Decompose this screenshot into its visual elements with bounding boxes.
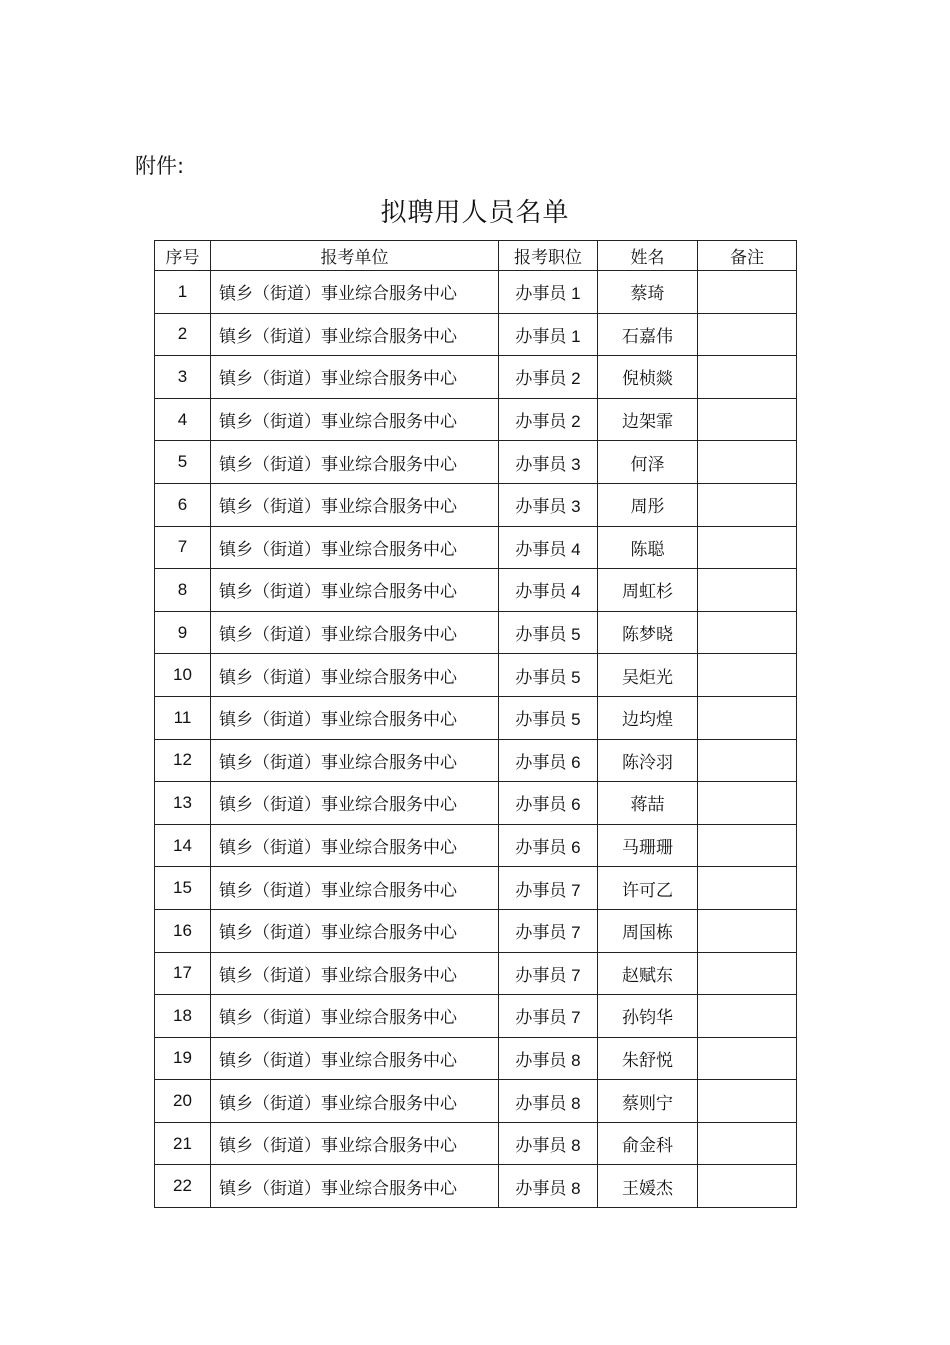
cell-position: 办事员 5: [499, 654, 598, 697]
roster-body: [155, 271, 797, 1208]
cell-note: [698, 824, 797, 867]
cell-note: [698, 696, 797, 739]
header-unit: 报考单位: [211, 241, 499, 271]
table-row: [155, 526, 797, 569]
cell-unit: 镇乡（街道）事业综合服务中心: [211, 611, 499, 654]
cell-seq: 12: [155, 739, 211, 782]
header-note: 备注: [698, 241, 797, 271]
table-row: [155, 739, 797, 782]
cell-unit: 镇乡（街道）事业综合服务中心: [211, 569, 499, 612]
cell-note: [698, 441, 797, 484]
cell-name: 孙钧华: [598, 995, 698, 1038]
cell-seq: 16: [155, 909, 211, 952]
cell-unit: 镇乡（街道）事业综合服务中心: [211, 398, 499, 441]
cell-name: 朱舒悦: [598, 1037, 698, 1080]
cell-unit: 镇乡（街道）事业综合服务中心: [211, 909, 499, 952]
cell-note: [698, 782, 797, 825]
cell-position: 办事员 7: [499, 909, 598, 952]
table-row: [155, 909, 797, 952]
cell-name: 倪桢燚: [598, 356, 698, 399]
table-row: [155, 483, 797, 526]
cell-seq: 19: [155, 1037, 211, 1080]
cell-position: 办事员 5: [499, 696, 598, 739]
cell-name: 边架霏: [598, 398, 698, 441]
cell-name: 周国栋: [598, 909, 698, 952]
cell-position: 办事员 6: [499, 739, 598, 782]
header-seq: 序号: [155, 241, 211, 271]
cell-note: [698, 1122, 797, 1165]
cell-seq: 3: [155, 356, 211, 399]
cell-note: [698, 356, 797, 399]
cell-name: 吴炬光: [598, 654, 698, 697]
table-row: [155, 1080, 797, 1123]
cell-position: 办事员 2: [499, 356, 598, 399]
cell-position: 办事员 8: [499, 1165, 598, 1208]
table-row: [155, 867, 797, 910]
cell-name: 周虹杉: [598, 569, 698, 612]
cell-seq: 5: [155, 441, 211, 484]
cell-seq: 6: [155, 483, 211, 526]
cell-seq: 11: [155, 696, 211, 739]
header-row: [155, 241, 797, 271]
cell-seq: 8: [155, 569, 211, 612]
cell-seq: 9: [155, 611, 211, 654]
cell-unit: 镇乡（街道）事业综合服务中心: [211, 483, 499, 526]
cell-name: 周彤: [598, 483, 698, 526]
cell-name: 许可乙: [598, 867, 698, 910]
cell-unit: 镇乡（街道）事业综合服务中心: [211, 782, 499, 825]
cell-position: 办事员 6: [499, 824, 598, 867]
cell-note: [698, 1165, 797, 1208]
cell-unit: 镇乡（街道）事业综合服务中心: [211, 739, 499, 782]
header-name: 姓名: [598, 241, 698, 271]
cell-position: 办事员 7: [499, 995, 598, 1038]
cell-seq: 4: [155, 398, 211, 441]
cell-position: 办事员 3: [499, 441, 598, 484]
cell-seq: 20: [155, 1080, 211, 1123]
table-row: [155, 441, 797, 484]
table-row: [155, 654, 797, 697]
cell-position: 办事员 7: [499, 952, 598, 995]
table-row: [155, 995, 797, 1038]
table-row: [155, 271, 797, 314]
roster-table: [154, 240, 797, 1208]
cell-note: [698, 526, 797, 569]
cell-position: 办事员 1: [499, 313, 598, 356]
cell-note: [698, 313, 797, 356]
cell-unit: 镇乡（街道）事业综合服务中心: [211, 952, 499, 995]
cell-position: 办事员 2: [499, 398, 598, 441]
cell-name: 蒋喆: [598, 782, 698, 825]
table-row: [155, 952, 797, 995]
cell-unit: 镇乡（街道）事业综合服务中心: [211, 526, 499, 569]
cell-note: [698, 483, 797, 526]
cell-unit: 镇乡（街道）事业综合服务中心: [211, 271, 499, 314]
cell-name: 陈聪: [598, 526, 698, 569]
table-row: [155, 569, 797, 612]
cell-note: [698, 654, 797, 697]
cell-seq: 2: [155, 313, 211, 356]
cell-unit: 镇乡（街道）事业综合服务中心: [211, 1165, 499, 1208]
cell-note: [698, 611, 797, 654]
table-row: [155, 824, 797, 867]
cell-note: [698, 995, 797, 1038]
cell-position: 办事员 8: [499, 1080, 598, 1123]
cell-name: 何泽: [598, 441, 698, 484]
cell-seq: 14: [155, 824, 211, 867]
cell-seq: 13: [155, 782, 211, 825]
cell-note: [698, 1037, 797, 1080]
document-title: 拟聘用人员名单: [380, 198, 570, 228]
cell-unit: 镇乡（街道）事业综合服务中心: [211, 867, 499, 910]
cell-unit: 镇乡（街道）事业综合服务中心: [211, 1080, 499, 1123]
cell-seq: 18: [155, 995, 211, 1038]
cell-name: 石嘉伟: [598, 313, 698, 356]
cell-note: [698, 867, 797, 910]
table-row: [155, 398, 797, 441]
cell-unit: 镇乡（街道）事业综合服务中心: [211, 824, 499, 867]
cell-unit: 镇乡（街道）事业综合服务中心: [211, 313, 499, 356]
table-row: [155, 1037, 797, 1080]
cell-note: [698, 569, 797, 612]
cell-note: [698, 1080, 797, 1123]
cell-name: 边均煌: [598, 696, 698, 739]
cell-position: 办事员 4: [499, 526, 598, 569]
cell-name: 马珊珊: [598, 824, 698, 867]
cell-name: 陈泠羽: [598, 739, 698, 782]
cell-position: 办事员 1: [499, 271, 598, 314]
cell-seq: 15: [155, 867, 211, 910]
cell-name: 俞金科: [598, 1122, 698, 1165]
cell-note: [698, 398, 797, 441]
cell-position: 办事员 8: [499, 1122, 598, 1165]
cell-unit: 镇乡（街道）事业综合服务中心: [211, 995, 499, 1038]
table-row: [155, 696, 797, 739]
cell-seq: 1: [155, 271, 211, 314]
cell-unit: 镇乡（街道）事业综合服务中心: [211, 441, 499, 484]
table-row: [155, 782, 797, 825]
cell-unit: 镇乡（街道）事业综合服务中心: [211, 1037, 499, 1080]
cell-seq: 10: [155, 654, 211, 697]
cell-name: 蔡琦: [598, 271, 698, 314]
cell-note: [698, 909, 797, 952]
cell-name: 陈梦晓: [598, 611, 698, 654]
cell-unit: 镇乡（街道）事业综合服务中心: [211, 696, 499, 739]
table-row: [155, 313, 797, 356]
table-row: [155, 1165, 797, 1208]
cell-position: 办事员 4: [499, 569, 598, 612]
cell-position: 办事员 3: [499, 483, 598, 526]
cell-position: 办事员 7: [499, 867, 598, 910]
cell-position: 办事员 8: [499, 1037, 598, 1080]
table-row: [155, 611, 797, 654]
cell-note: [698, 739, 797, 782]
cell-position: 办事员 5: [499, 611, 598, 654]
table-row: [155, 1122, 797, 1165]
cell-seq: 22: [155, 1165, 211, 1208]
attachment-label: 附件:: [135, 154, 185, 178]
cell-unit: 镇乡（街道）事业综合服务中心: [211, 1122, 499, 1165]
cell-position: 办事员 6: [499, 782, 598, 825]
cell-name: 蔡则宁: [598, 1080, 698, 1123]
header-position: 报考职位: [499, 241, 598, 271]
cell-unit: 镇乡（街道）事业综合服务中心: [211, 654, 499, 697]
cell-note: [698, 271, 797, 314]
cell-seq: 21: [155, 1122, 211, 1165]
table-row: [155, 356, 797, 399]
cell-name: 赵赋东: [598, 952, 698, 995]
cell-name: 王媛杰: [598, 1165, 698, 1208]
cell-seq: 17: [155, 952, 211, 995]
cell-unit: 镇乡（街道）事业综合服务中心: [211, 356, 499, 399]
cell-note: [698, 952, 797, 995]
cell-seq: 7: [155, 526, 211, 569]
